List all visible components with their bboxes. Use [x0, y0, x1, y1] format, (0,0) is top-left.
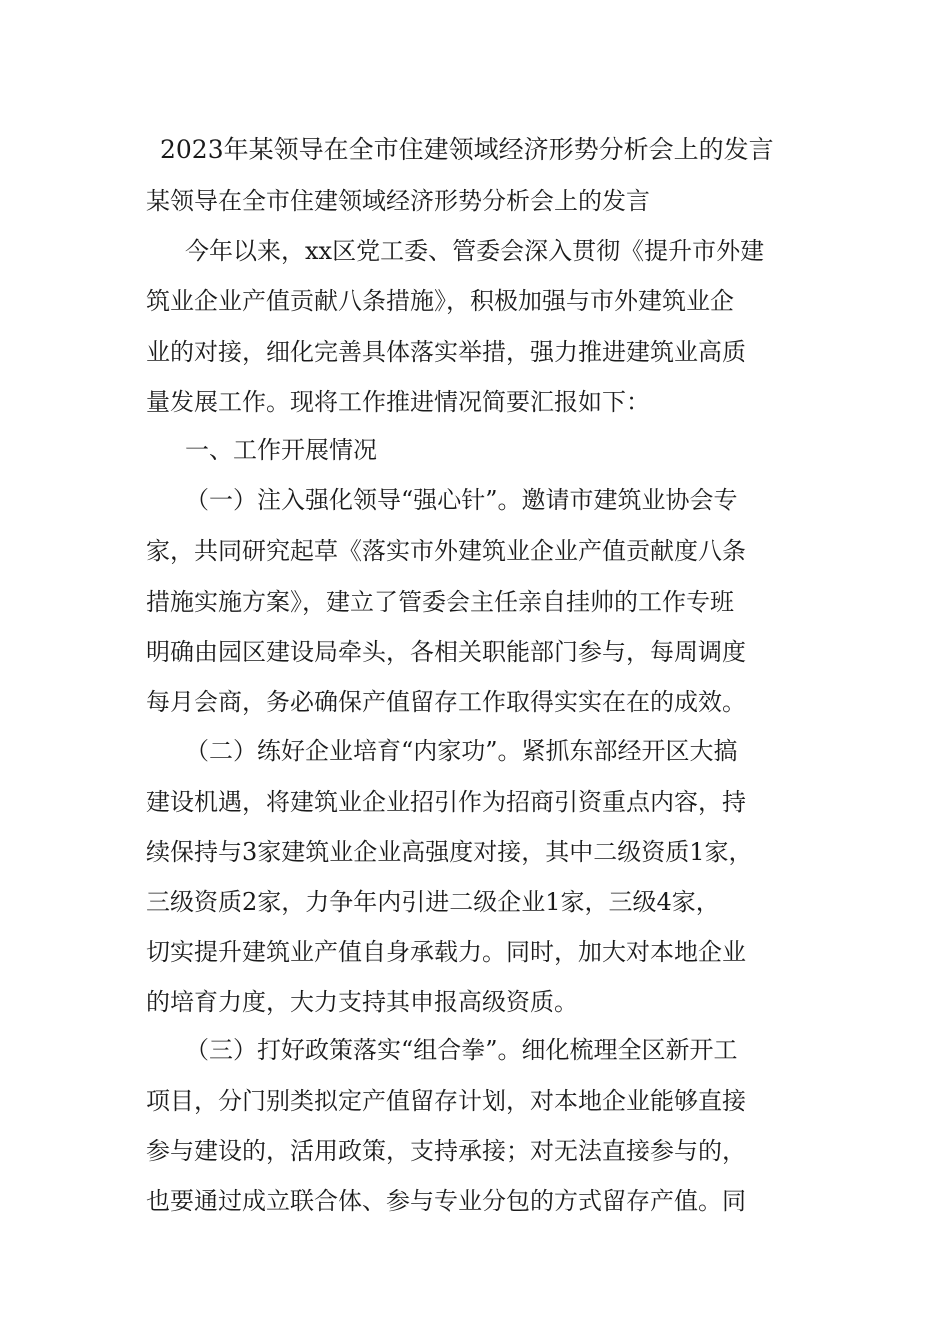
- paragraph-line: （二）练好企业培育“内家功”。紧抓东部经开区大搞: [185, 737, 738, 765]
- paragraph-line: 也要通过成立联合体、参与专业分包的方式留存产值。同: [146, 1187, 746, 1215]
- document-title: 2023年某领导在全市住建领域经济形势分析会上的发言: [160, 135, 774, 164]
- document-subtitle: 某领导在全市住建领域经济形势分析会上的发言: [146, 187, 650, 215]
- paragraph-line: （三）打好政策落实“组合拳”。细化梳理全区新开工: [185, 1036, 738, 1064]
- paragraph-line: 切实提升建筑业产值自身承载力。同时，加大对本地企业: [146, 938, 746, 966]
- paragraph-line: 每月会商，务必确保产值留存工作取得实实在在的成效。: [146, 688, 746, 716]
- paragraph-line: 三级资质2家，力争年内引进二级企业1家，三级4家，: [146, 888, 720, 916]
- paragraph-line: （一）注入强化领导“强心针”。邀请市建筑业协会专: [185, 486, 738, 514]
- paragraph-line: 参与建设的，活用政策，支持承接；对无法直接参与的，: [146, 1137, 746, 1165]
- paragraph-line: 量发展工作。现将工作推进情况简要汇报如下：: [146, 388, 650, 416]
- paragraph-line: 家，共同研究起草《落实市外建筑业企业产值贡献度八条: [146, 537, 746, 565]
- paragraph-line: 今年以来，xx区党工委、管委会深入贯彻《提升市外建: [185, 237, 765, 265]
- section-heading: 一、工作开展情况: [185, 436, 377, 464]
- paragraph-line: 明确由园区建设局牵头，各相关职能部门参与，每周调度: [146, 638, 746, 666]
- paragraph-line: 续保持与3家建筑业企业高强度对接，其中二级资质1家，: [146, 838, 753, 866]
- paragraph-line: 筑业企业产值贡献八条措施》，积极加强与市外建筑业企: [146, 287, 734, 315]
- paragraph-line: 措施实施方案》，建立了管委会主任亲自挂帅的工作专班: [146, 588, 734, 616]
- paragraph-line: 的培育力度，大力支持其申报高级资质。: [146, 988, 578, 1016]
- paragraph-line: 项目，分门别类拟定产值留存计划，对本地企业能够直接: [146, 1087, 746, 1115]
- paragraph-line: 建设机遇，将建筑业企业招引作为招商引资重点内容，持: [146, 788, 746, 816]
- paragraph-line: 业的对接，细化完善具体落实举措，强力推进建筑业高质: [146, 338, 746, 366]
